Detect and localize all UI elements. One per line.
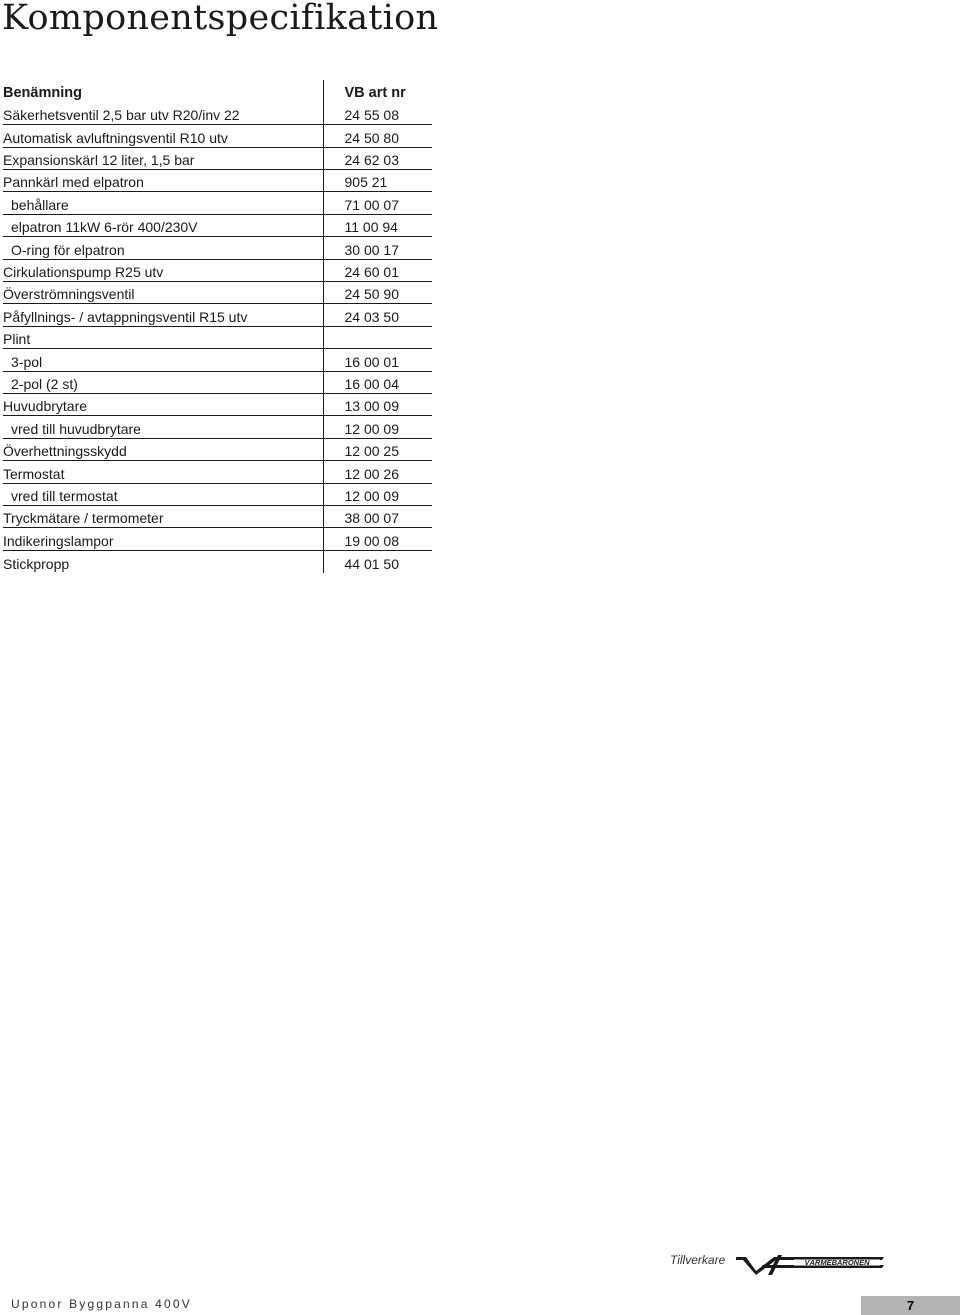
row-name: Indikeringslampor <box>3 528 323 550</box>
row-number: 24 60 01 <box>323 259 432 281</box>
row-number: 16 00 01 <box>323 349 432 371</box>
varmebaronen-logo <box>734 1253 886 1277</box>
row-name: vred till termostat <box>3 483 323 505</box>
row-number: 12 00 25 <box>323 438 432 460</box>
row-name: Pannkärl med elpatron <box>3 170 323 192</box>
row-name: Plint <box>3 326 323 348</box>
header-article-number: VB art nr <box>323 80 432 102</box>
row-number: 16 00 04 <box>323 371 432 393</box>
manufacturer-label: Tillverkare <box>670 1253 726 1267</box>
row-number: 13 00 09 <box>323 393 432 415</box>
row-name: Tryckmätare / termometer <box>3 505 323 527</box>
row-number: 24 50 80 <box>323 125 432 147</box>
row-name: 2-pol (2 st) <box>3 371 323 393</box>
row-name: O-ring för elpatron <box>3 237 323 259</box>
row-number: 24 62 03 <box>323 147 432 169</box>
row-number: 38 00 07 <box>323 505 432 527</box>
row-number: 44 01 50 <box>323 550 432 572</box>
row-number: 12 00 26 <box>323 461 432 483</box>
row-name: Termostat <box>3 461 323 483</box>
row-number: 71 00 07 <box>323 192 432 214</box>
svg-text:VÄRMEBARONEN: VÄRMEBARONEN <box>804 1258 870 1267</box>
row-name: Säkerhetsventil 2,5 bar utv R20/inv 22 <box>3 102 323 124</box>
row-name: behållare <box>3 192 323 214</box>
row-name: Huvudbrytare <box>3 393 323 415</box>
footer-product-name: Uponor Byggpanna 400V <box>11 1297 192 1311</box>
row-name: Expansionskärl 12 liter, 1,5 bar <box>3 147 323 169</box>
table-row <box>3 483 432 505</box>
table-row <box>3 326 432 348</box>
table-row <box>3 170 432 192</box>
row-number: 30 00 17 <box>323 237 432 259</box>
component-spec-table <box>3 80 432 573</box>
row-name: elpatron 11kW 6-rör 400/230V <box>3 214 323 236</box>
row-name: Överhettningsskydd <box>3 438 323 460</box>
row-number: 905 21 <box>323 170 432 192</box>
table-row <box>3 505 432 527</box>
table-row <box>3 282 432 304</box>
table-row <box>3 192 432 214</box>
row-name: 3-pol <box>3 349 323 371</box>
table-row <box>3 259 432 281</box>
table-row <box>3 371 432 393</box>
table-row <box>3 102 432 124</box>
table-row <box>3 147 432 169</box>
table-row <box>3 237 432 259</box>
header-name: Benämning <box>3 85 82 102</box>
page-title: Komponentspecifikation <box>2 0 439 38</box>
row-number: 24 55 08 <box>323 102 432 124</box>
table-row <box>3 416 432 438</box>
table-row <box>3 438 432 460</box>
table-row <box>3 461 432 483</box>
row-number: 24 03 50 <box>323 304 432 326</box>
row-number <box>323 326 432 348</box>
row-name: Påfyllnings- / avtappningsventil R15 utv <box>3 304 323 326</box>
row-number: 24 50 90 <box>323 282 432 304</box>
table-row <box>3 214 432 236</box>
table-row <box>3 349 432 371</box>
table-header-row <box>3 80 432 102</box>
table-row <box>3 125 432 147</box>
row-name: vred till huvudbrytare <box>3 416 323 438</box>
table-row <box>3 393 432 415</box>
row-number: 12 00 09 <box>323 416 432 438</box>
row-number: 12 00 09 <box>323 483 432 505</box>
row-name: Stickpropp <box>3 555 70 572</box>
table-row <box>3 550 432 572</box>
row-name: Överströmningsventil <box>3 282 323 304</box>
table-row <box>3 304 432 326</box>
row-name: Automatisk avluftningsventil R10 utv <box>3 125 323 147</box>
row-name: Cirkulationspump R25 utv <box>3 259 323 281</box>
table-row <box>3 528 432 550</box>
page-number: 7 <box>861 1296 960 1315</box>
row-number: 11 00 94 <box>323 214 432 236</box>
row-number: 19 00 08 <box>323 528 432 550</box>
